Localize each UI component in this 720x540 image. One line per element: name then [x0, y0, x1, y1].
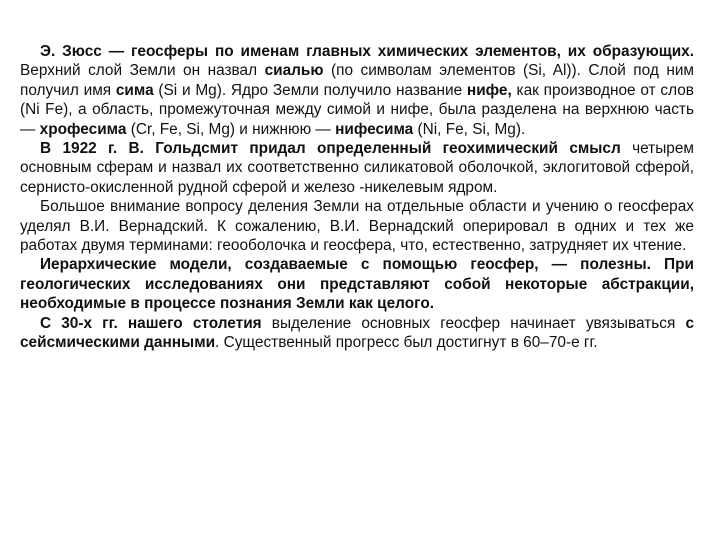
text-segment: Большое внимание вопросу деления Земли на отдельные области и учению о геосферах уделял В.И. Вернадский. К сожалению, В.И. Вернадский оперировал в одних и тех же работах двумя терминами: геооболочка и геосфера, что, естественно, затрудняет их чтение.	[20, 198, 694, 255]
bold-text-segment: нифе,	[466, 81, 512, 99]
paragraph-4	[20, 255, 694, 313]
text-segment: четырем основным сферам и назвал их соответственно силикатовой оболочкой, эклогитовой сферой, сернисто-окисленной рудной сферой и железо -никелевым ядром.	[20, 140, 694, 196]
paragraph-5	[20, 314, 694, 353]
bold-text-segment: хрофесима	[39, 120, 127, 138]
text-segment: . Существенный прогресс был достигнут в 60–70-е гг.	[215, 334, 598, 352]
text-segment: (Ni, Fe, Si, Mg).	[413, 120, 526, 138]
bold-text-segment: С 30-х гг. нашего столетия	[40, 314, 262, 332]
bold-text-segment: сима	[115, 81, 154, 99]
text-segment: (Si и Mg). Ядро Земли получило название	[153, 81, 467, 99]
bold-text-segment: нифесима	[335, 120, 414, 138]
paragraph-3	[20, 197, 694, 255]
text-segment: как производное от слов (Ni Fe), а область, промежуточная между симой и нифе, была разделена на верхнюю часть —	[20, 81, 694, 138]
text-body	[20, 42, 694, 353]
text-segment: (по символам элементов (Si, Al)). Слой под ним получил имя	[20, 62, 694, 99]
bold-text-segment: с сейсмическими данными	[20, 314, 694, 352]
text-segment: выделение основных геосфер начинает увязываться	[261, 314, 686, 332]
bold-text-segment: Э. Зюсс — геосферы по именам главных химических элементов, их образующих.	[40, 43, 694, 60]
bold-text-segment: В 1922 г. В. Гольдсмит придал определенный геохимический смысл	[40, 140, 621, 158]
text-segment: (Cr, Fe, Si, Mg) и нижнюю —	[126, 120, 336, 138]
text-segment: Верхний слой Земли он назвал	[20, 62, 265, 80]
bold-text-segment: Иерархические модели, создаваемые с помощью геосфер, — полезны. При геологических исследованиях они представляют собой некоторые абстракции, необходимые в процессе познания Земли как целого.	[20, 256, 694, 313]
paragraph-1	[20, 42, 694, 139]
paragraph-2	[20, 139, 694, 197]
bold-text-segment: сиалью	[264, 62, 324, 80]
